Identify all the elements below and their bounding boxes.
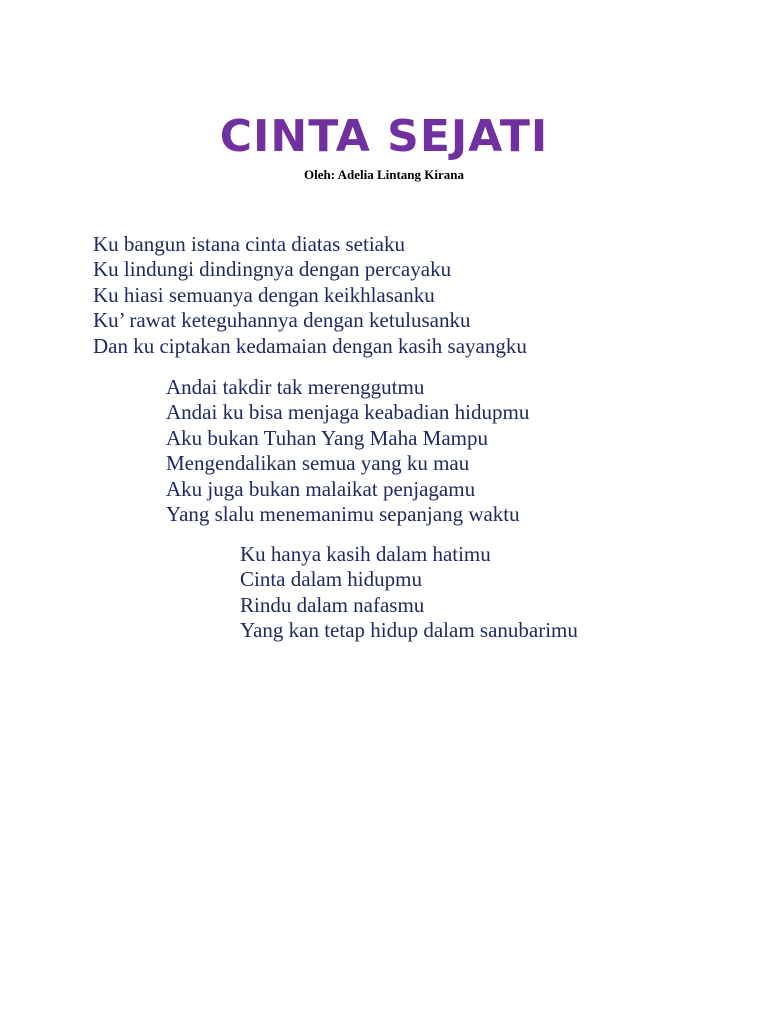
poem-line: Aku bukan Tuhan Yang Maha Mampu <box>166 425 489 450</box>
poem-line: Aku juga bukan malaikat penjagamu <box>166 476 476 501</box>
poem-title: CINTA SEJATI <box>219 111 549 162</box>
poem-line: Rindu dalam nafasmu <box>240 592 425 617</box>
poem-line: Dan ku ciptakan kedamaian dengan kasih sayangku <box>93 333 527 358</box>
stanza-1 <box>93 232 527 359</box>
author-line: Oleh: Adelia Lintang Kirana <box>304 167 464 182</box>
poem-line: Cinta dalam hidupmu <box>240 567 422 592</box>
poem-line: Ku hanya kasih dalam hatimu <box>240 542 491 566</box>
poem-line: Yang slalu menemanimu sepanjang waktu <box>166 502 520 527</box>
poem-line: Ku bangun istana cinta diatas setiaku <box>93 232 405 256</box>
poem-line: Ku lindungi dindingnya dengan percayaku <box>93 257 452 282</box>
poem-line: Ku hiasi semuanya dengan keikhlasanku <box>93 282 435 307</box>
poem-line: Andai ku bisa menjaga keabadian hidupmu <box>166 400 530 425</box>
poem-line: Ku’ rawat keteguhannya dengan ketulusanku <box>93 308 471 333</box>
stanza-3 <box>240 542 578 644</box>
poem-line: Mengendalikan semua yang ku mau <box>166 451 470 476</box>
poem-line: Yang kan tetap hidup dalam sanubarimu <box>240 618 578 643</box>
stanza-2 <box>166 375 529 527</box>
poem-line: Andai takdir tak merenggutmu <box>166 375 425 399</box>
